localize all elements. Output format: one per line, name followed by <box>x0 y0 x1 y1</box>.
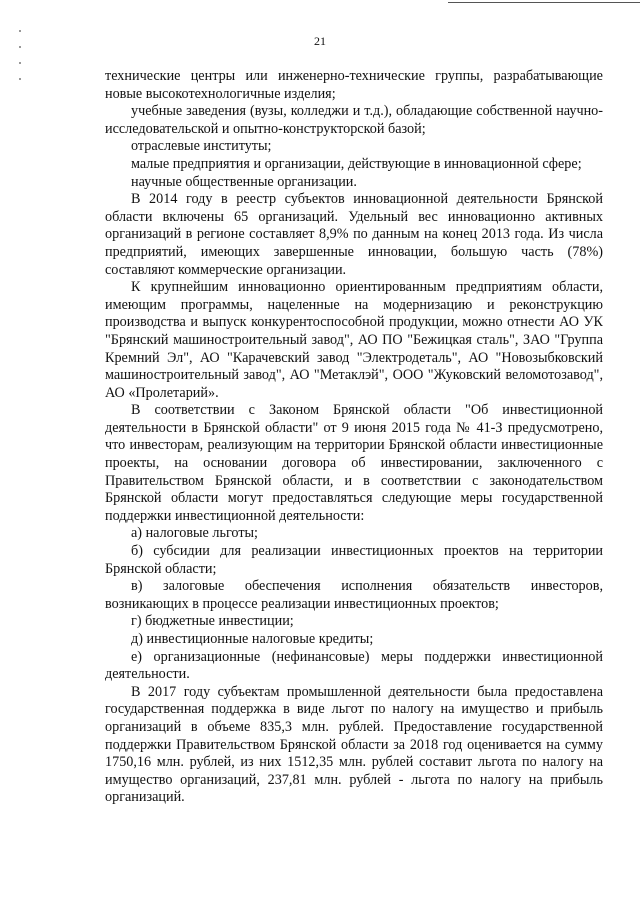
list-item: а) налоговые льготы; <box>131 525 258 542</box>
paragraph: технические центры или инженерно-технические группы, разрабатывающие новые высокотехнологичные изделия; <box>105 68 603 102</box>
document-body <box>105 68 603 807</box>
list-item: г) бюджетные инвестиции; <box>131 613 294 630</box>
list-item: в) залоговые обеспечения исполнения обязательств инвесторов, возникающих в процессе реализации инвестиционных проектов; <box>105 578 603 612</box>
paragraph: К крупнейшим инновационно ориентированным предприятиям области, имеющим программы, нацеленные на модернизацию и реконструкцию производства и выпуск конкурентоспособной продукции, можно отнести АО УК "Брянский машиностроительный завод", АО ПО "Бежицкая сталь", ЗАО "Группа Кремний Эл", АО "Карачевский завод "Электродеталь", АО "Новозыбковский машиностроительный завод", АО "Метаклэй", ООО "Жуковский веломотозавод", АО «Пролетарий». <box>105 279 603 401</box>
paragraph: отраслевые институты; <box>131 138 272 155</box>
list-item: д) инвестиционные налоговые кредиты; <box>131 631 374 647</box>
paragraph: научные общественные организации. <box>131 173 357 190</box>
page-number: 21 <box>314 34 326 48</box>
paragraph: учебные заведения (вузы, колледжи и т.д.), обладающие собственной научно-исследовательской и опытно-конструкторской базой; <box>105 103 603 137</box>
paragraph: В 2014 году в реестр субъектов инновационной деятельности Брянской области включены 65 организаций. Удельный вес инновационно активных организаций в регионе составляет 8,9% по данным на конец 2013 года. Из числа предприятий, имеющих завершенные инновации, большую часть (78%) составляют коммерческие организации. <box>105 191 603 278</box>
list-item: б) субсидии для реализации инвестиционных проектов на территории Брянской области; <box>105 543 603 577</box>
paragraph: малые предприятия и организации, действующие в инновационной сфере; <box>131 155 582 172</box>
paragraph: В 2017 году субъектам промышленной деятельности была предоставлена государственная поддержка в виде льгот по налогу на имущество и прибыль организаций в объеме 835,3 млн. рублей. Предоставление государственной поддержки Правительством Брянской области за 2018 год оценивается на сумму 1750,16 млн. рублей, из них 1512,35 млн. рублей составит льгота по налогу на имущество организаций, 237,81 млн. рублей - льгота по налогу на прибыль организаций. <box>105 683 603 806</box>
paragraph: В соответствии с Законом Брянской области "Об инвестиционной деятельности в Брянской области" от 9 июня 2015 года № 41-З предусмотрено, что инвесторам, реализующим на территории Брянской области инвестиционные проекты, на основании договора об инвестировании, заключенного с Правительством Брянской области, и в соответствии с законодательством Брянской области могут предоставляться следующие меры государственной поддержки инвестиционной деятельности: <box>105 402 603 524</box>
list-item: е) организационные (нефинансовые) меры поддержки инвестиционной деятельности. <box>105 648 603 683</box>
top-edge-rule <box>448 2 640 3</box>
